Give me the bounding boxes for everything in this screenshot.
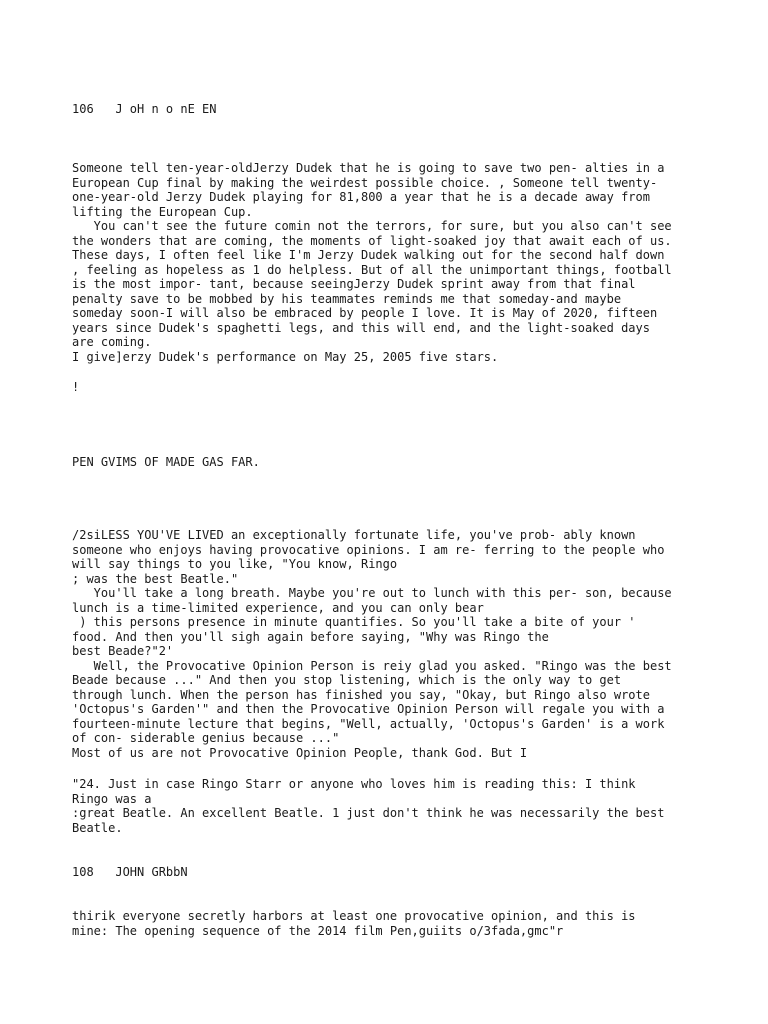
text-line: of con- siderable genius because ..." xyxy=(72,731,340,745)
text-line: lifting the European Cup. xyxy=(72,204,253,219)
text-line: , feeling as hopeless as 1 do helpless. But of all the unimportant things, football xyxy=(72,262,672,277)
text-line: ) this persons presence in minute quantifies. So you'll take a bite of your ' xyxy=(72,615,636,629)
text-line: /2siLESS YOU'VE LIVED an exceptionally fortunate life, you've prob- ably known xyxy=(72,528,636,542)
running-header: 108 JOHN GRbbN xyxy=(72,865,188,879)
text-line: Well, the Provocative Opinion Person is reiy glad you asked. "Ringo was the best xyxy=(72,658,672,673)
text-line: the wonders that are coming, the moments of light-soaked joy that await each of us. xyxy=(72,233,672,248)
text-line: one-year-old Jerzy Dudek playing for 81,800 a year that he is a decade away from xyxy=(72,190,650,204)
text-line: food. And then you'll sigh again before saying, "Why was Ringo the xyxy=(72,629,549,644)
text-line: penalty save to be mobbed by his teammates reminds me that someday-and maybe xyxy=(72,291,622,306)
text-line: someone who enjoys having provocative opinions. I am re- ferring to the people who xyxy=(72,542,665,557)
footnote-line: Ringo was a xyxy=(72,791,152,806)
text-line: lunch is a time-limited experience, and you can only bear xyxy=(72,600,484,615)
text-line: You can't see the future comin not the terrors, for sure, but you also can't see xyxy=(72,219,672,233)
text-line: mine: The opening sequence of the 2014 film Pen,guiits o/3fada,gmc"r xyxy=(72,923,564,938)
text-line: Someone tell ten-year-oldJerzy Dudek that he is going to save two pen- alties in a xyxy=(72,161,665,175)
footnote-line: :great Beatle. An excellent Beatle. 1 just don't think he was necessarily the best xyxy=(72,806,665,820)
text-line: You'll take a long breath. Maybe you're out to lunch with this per- son, because xyxy=(72,586,672,600)
text-line: 'Octopus's Garden'" and then the Provocative Opinion Person will regale you with a xyxy=(72,702,665,716)
text-line: are coming. xyxy=(72,335,152,349)
text-line: thirik everyone secretly harbors at least one provocative opinion, and this is xyxy=(72,909,636,923)
footnote-line: Beatle. xyxy=(72,820,123,835)
text-line: years since Dudek's spaghetti legs, and this will end, and the light-soaked days xyxy=(72,320,650,335)
stray-mark: ! xyxy=(72,380,80,394)
text-line: best Beade?"2' xyxy=(72,644,174,658)
text-line: fourteen-minute lecture that begins, "Well, actually, 'Octopus's Garden' is a work xyxy=(72,716,665,731)
text-line: Beade because ..." And then you stop listening, which is the only way to get xyxy=(72,673,622,687)
text-line: through lunch. When the person has finished you say, "Okay, but Ringo also wrote xyxy=(72,687,650,702)
text-line: ; was the best Beatle." xyxy=(72,571,239,586)
text-line: European Cup final by making the weirdest possible choice. , Someone tell twenty- xyxy=(72,175,658,190)
text-line: is the most impor- tant, because seeingJerzy Dudek sprint away from that final xyxy=(72,277,636,291)
running-header: 106 J oH n o nE EN xyxy=(72,102,217,116)
text-line: These days, I often feel like I'm Jerzy Dudek walking out for the second half down xyxy=(72,248,665,262)
section-title: PEN GVIMS OF MADE GAS FAR. xyxy=(72,455,260,469)
footnote-line: "24. Just in case Ringo Starr or anyone who loves him is reading this: I think xyxy=(72,777,636,791)
text-line: Most of us are not Provocative Opinion People, thank God. But I xyxy=(72,745,528,760)
text-line: will say things to you like, "You know, Ringo xyxy=(72,557,398,571)
text-line: someday soon-I will also be embraced by people I love. It is May of 2020, fifteen xyxy=(72,306,658,320)
text-line: I give]erzy Dudek's performance on May 25, 2005 five stars. xyxy=(72,350,499,364)
